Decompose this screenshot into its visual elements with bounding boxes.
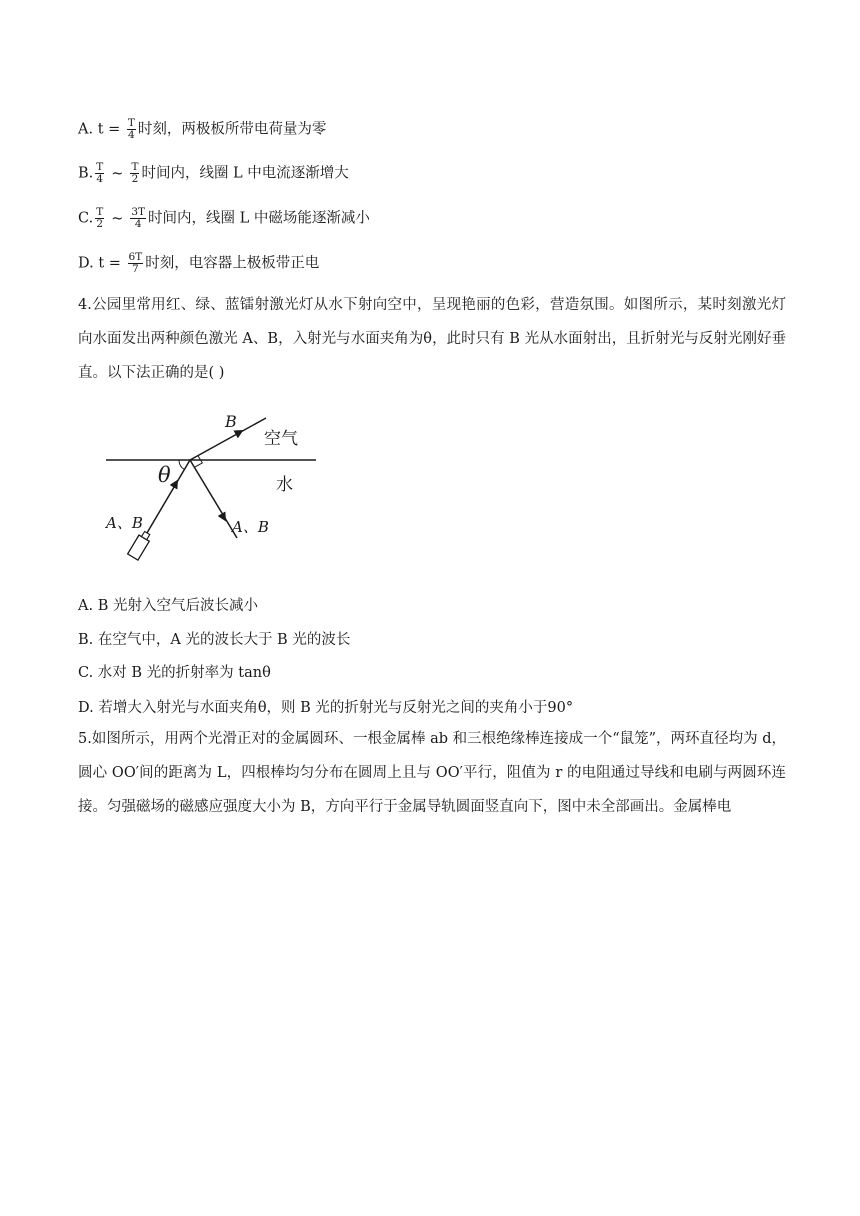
refraction-figure [100, 398, 330, 573]
q3-option-a: A. t = $\frac{T}{4}$ 时刻，两极板所带电荷量为零 [78, 117, 327, 141]
label-water: 水 [276, 475, 293, 495]
fraction: $\frac{T}{4}$ [127, 117, 135, 141]
q3-option-b: B. $\frac{T}{4}$ ~ $\frac{T}{2}$ 时间内，线圈 L 中电流逐渐增大 [78, 161, 349, 185]
label-air: 空气 [264, 429, 298, 449]
label-refracted: B [225, 412, 237, 431]
fraction: $\frac{T}{4}$ [96, 161, 104, 185]
angle-arc [179, 460, 184, 470]
fraction: $\frac{6T}{7}$ [128, 251, 143, 275]
label-incident: A、B [106, 514, 143, 532]
q4-stem: 4.公园里常用红、绿、蓝镭射激光灯从水下射向空中，呈现艳丽的色彩，营造氛围。如图所示，某时刻激光灯向水面发出两种颜色激光 A、B，入射光与水面夹角为θ，此时只有 B 光从水面射出，且折射光与反射光刚好垂直。以下法正确的是( ) [78, 297, 786, 381]
fraction: $\frac{T}{2}$ [131, 161, 139, 185]
laser-device-icon [128, 530, 153, 560]
q5-stem: 5.如图所示，用两个光滑正对的金属圆环、一根金属棒 ab 和三根绝缘棒连接成一个“鼠笼”，两环直径均为 d，圆心 OO′间的距离为 L，四根棒均匀分布在圆周上且与 OO′平行，阻值为 r 的电阻通过导线和电刷与两圆环连接。匀强磁场的磁感应强度大小为 B，方向平行于金属导轨圆面竖直向下，图中未全部画出。金属棒电 [78, 731, 786, 815]
q4-option-c: C. 水对 B 光的折射率为 tanθ [78, 665, 271, 681]
q4-option-d: D. 若增大入射光与水面夹角θ，则 B 光的折射光与反射光之间的夹角小于90° [78, 700, 574, 716]
q3-option-c: C. $\frac{T}{2}$ ~ $\frac{3T}{4}$ 时间内，线圈 L 中磁场能逐渐减小 [78, 206, 370, 230]
fraction: $\frac{3T}{4}$ [131, 206, 146, 230]
label-theta: θ [158, 463, 171, 487]
q4-option-a: A. B 光射入空气后波长减小 [78, 598, 258, 614]
q4-option-b: B. 在空气中，A 光的波长大于 B 光的波长 [78, 632, 351, 648]
reflected-ray [190, 460, 237, 538]
q3-option-d: D. t = $\frac{6T}{7}$ 时刻，电容器上极板带正电 [78, 251, 320, 275]
label-reflected: A、B [232, 518, 269, 536]
fraction: $\frac{T}{2}$ [96, 206, 104, 230]
